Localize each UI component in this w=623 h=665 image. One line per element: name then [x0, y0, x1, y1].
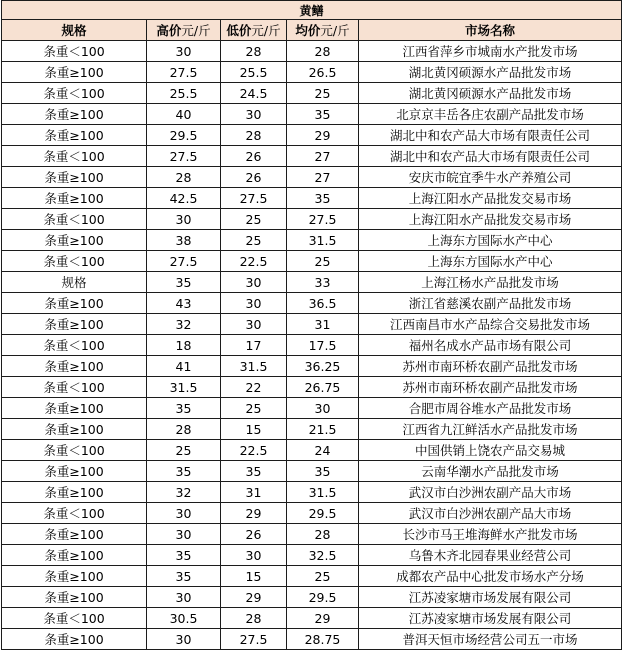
cell-low-price: 35 — [221, 461, 287, 482]
cell-market-name: 上海江阳水产品批发交易市场 — [359, 209, 622, 230]
header-high — [147, 20, 221, 41]
cell-high-price: 42.5 — [147, 188, 221, 209]
cell-spec: 条重≥100 — [2, 104, 147, 125]
cell-low-price: 27.5 — [221, 188, 287, 209]
table-row — [2, 209, 622, 230]
cell-high-price: 29.5 — [147, 125, 221, 146]
cell-market-name: 云南华潮水产品批发市场 — [359, 461, 622, 482]
table-row — [2, 230, 622, 251]
table-row — [2, 41, 622, 62]
cell-avg-price: 31 — [287, 314, 359, 335]
cell-spec: 条重＜100 — [2, 440, 147, 461]
cell-avg-price: 27 — [287, 146, 359, 167]
cell-market-name: 苏州市南环桥农副产品批发市场 — [359, 356, 622, 377]
cell-spec: 条重≥100 — [2, 293, 147, 314]
cell-market-name: 长沙市马王堆海鲜水产批发市场 — [359, 524, 622, 545]
cell-avg-price: 28.75 — [287, 629, 359, 650]
cell-high-price: 35 — [147, 545, 221, 566]
cell-market-name: 北京京丰岳各庄农副产品批发市场 — [359, 104, 622, 125]
cell-high-price: 30.5 — [147, 608, 221, 629]
cell-market-name: 湖北中和农产品大市场有限责任公司 — [359, 125, 622, 146]
table-row — [2, 104, 622, 125]
cell-high-price: 18 — [147, 335, 221, 356]
cell-spec: 条重≥100 — [2, 419, 147, 440]
table-row — [2, 482, 622, 503]
cell-market-name: 湖北黄冈硕源水产品批发市场 — [359, 62, 622, 83]
cell-avg-price: 36.5 — [287, 293, 359, 314]
cell-avg-price: 24 — [287, 440, 359, 461]
cell-high-price: 32 — [147, 314, 221, 335]
cell-high-price: 30 — [147, 524, 221, 545]
cell-spec: 条重≥100 — [2, 398, 147, 419]
cell-market-name: 上海江阳水产品批发交易市场 — [359, 188, 622, 209]
cell-avg-price: 25 — [287, 251, 359, 272]
cell-spec: 条重≥100 — [2, 461, 147, 482]
cell-low-price: 30 — [221, 314, 287, 335]
cell-spec: 条重≥100 — [2, 482, 147, 503]
cell-avg-price: 35 — [287, 104, 359, 125]
table-row — [2, 272, 622, 293]
header-low-label: 低价 — [226, 23, 252, 38]
cell-avg-price: 30 — [287, 398, 359, 419]
table-row — [2, 440, 622, 461]
header-high-unit: 元/斤 — [181, 23, 211, 38]
cell-spec: 条重≥100 — [2, 545, 147, 566]
cell-market-name: 江西南昌市水产品综合交易批发市场 — [359, 314, 622, 335]
cell-spec: 条重≥100 — [2, 125, 147, 146]
cell-spec: 条重≥100 — [2, 167, 147, 188]
cell-high-price: 30 — [147, 587, 221, 608]
table-row — [2, 293, 622, 314]
cell-spec: 条重＜100 — [2, 41, 147, 62]
cell-low-price: 31.5 — [221, 356, 287, 377]
cell-high-price: 27.5 — [147, 251, 221, 272]
cell-low-price: 26 — [221, 167, 287, 188]
cell-avg-price: 29.5 — [287, 587, 359, 608]
cell-avg-price: 28 — [287, 524, 359, 545]
cell-market-name: 江西省萍乡市城南水产批发市场 — [359, 41, 622, 62]
header-avg-unit: 元/斤 — [320, 23, 350, 38]
cell-spec: 条重＜100 — [2, 503, 147, 524]
cell-high-price: 32 — [147, 482, 221, 503]
cell-market-name: 乌鲁木齐北园春果业经营公司 — [359, 545, 622, 566]
cell-market-name: 成都农产品中心批发市场水产分场 — [359, 566, 622, 587]
cell-market-name: 中国供销上饶农产品交易城 — [359, 440, 622, 461]
cell-spec: 条重≥100 — [2, 356, 147, 377]
cell-market-name: 苏州市南环桥农副产品批发市场 — [359, 377, 622, 398]
cell-high-price: 28 — [147, 419, 221, 440]
cell-spec: 条重≥100 — [2, 629, 147, 650]
cell-high-price: 30 — [147, 41, 221, 62]
cell-avg-price: 33 — [287, 272, 359, 293]
table-row — [2, 608, 622, 629]
cell-low-price: 30 — [221, 104, 287, 125]
table-row — [2, 356, 622, 377]
cell-market-name: 上海东方国际水产中心 — [359, 230, 622, 251]
cell-market-name: 江苏凌家塘市场发展有限公司 — [359, 608, 622, 629]
cell-spec: 条重＜100 — [2, 335, 147, 356]
cell-low-price: 26 — [221, 146, 287, 167]
cell-high-price: 40 — [147, 104, 221, 125]
cell-spec: 条重＜100 — [2, 209, 147, 230]
table-row — [2, 146, 622, 167]
cell-spec: 条重≥100 — [2, 566, 147, 587]
table-row — [2, 587, 622, 608]
cell-spec: 条重≥100 — [2, 62, 147, 83]
cell-low-price: 22.5 — [221, 251, 287, 272]
cell-high-price: 35 — [147, 461, 221, 482]
cell-high-price: 30 — [147, 629, 221, 650]
cell-high-price: 30 — [147, 209, 221, 230]
cell-spec: 条重≥100 — [2, 230, 147, 251]
header-avg — [287, 20, 359, 41]
cell-high-price: 43 — [147, 293, 221, 314]
cell-low-price: 22 — [221, 377, 287, 398]
cell-avg-price: 35 — [287, 188, 359, 209]
cell-low-price: 29 — [221, 503, 287, 524]
table-row — [2, 629, 622, 650]
table-row — [2, 419, 622, 440]
cell-low-price: 15 — [221, 419, 287, 440]
cell-low-price: 25 — [221, 398, 287, 419]
cell-high-price: 31.5 — [147, 377, 221, 398]
table-row — [2, 125, 622, 146]
cell-market-name: 湖北黄冈硕源水产品批发市场 — [359, 83, 622, 104]
cell-market-name: 福州名成水产品市场有限公司 — [359, 335, 622, 356]
cell-low-price: 30 — [221, 293, 287, 314]
table-row — [2, 314, 622, 335]
cell-avg-price: 27.5 — [287, 209, 359, 230]
cell-low-price: 25 — [221, 230, 287, 251]
cell-avg-price: 29 — [287, 125, 359, 146]
header-row — [2, 20, 622, 41]
cell-spec: 条重＜100 — [2, 146, 147, 167]
table-row — [2, 503, 622, 524]
cell-avg-price: 31.5 — [287, 230, 359, 251]
cell-market-name: 武汉市白沙洲农副产品大市场 — [359, 503, 622, 524]
table-row — [2, 377, 622, 398]
cell-spec: 条重＜100 — [2, 377, 147, 398]
cell-market-name: 普洱天恒市场经营公司五一市场 — [359, 629, 622, 650]
cell-high-price: 28 — [147, 167, 221, 188]
cell-avg-price: 31.5 — [287, 482, 359, 503]
cell-low-price: 27.5 — [221, 629, 287, 650]
cell-avg-price: 25 — [287, 566, 359, 587]
cell-market-name: 浙江省慈溪农副产品批发市场 — [359, 293, 622, 314]
cell-avg-price: 29.5 — [287, 503, 359, 524]
cell-avg-price: 21.5 — [287, 419, 359, 440]
cell-high-price: 27.5 — [147, 146, 221, 167]
cell-avg-price: 36.25 — [287, 356, 359, 377]
cell-low-price: 30 — [221, 545, 287, 566]
cell-spec: 条重≥100 — [2, 524, 147, 545]
cell-high-price: 35 — [147, 272, 221, 293]
cell-low-price: 15 — [221, 566, 287, 587]
cell-low-price: 28 — [221, 608, 287, 629]
cell-high-price: 35 — [147, 566, 221, 587]
cell-market-name: 湖北中和农产品大市场有限责任公司 — [359, 146, 622, 167]
table-body — [2, 41, 622, 650]
cell-low-price: 25 — [221, 209, 287, 230]
cell-low-price: 31 — [221, 482, 287, 503]
header-low — [221, 20, 287, 41]
table-row — [2, 251, 622, 272]
cell-spec: 条重＜100 — [2, 251, 147, 272]
table-row — [2, 398, 622, 419]
cell-spec: 规格 — [2, 272, 147, 293]
table-row — [2, 167, 622, 188]
table-row — [2, 188, 622, 209]
cell-market-name: 江西省九江鲜活水产品批发市场 — [359, 419, 622, 440]
cell-low-price: 30 — [221, 272, 287, 293]
cell-low-price: 25.5 — [221, 62, 287, 83]
cell-market-name: 江苏凌家塘市场发展有限公司 — [359, 587, 622, 608]
header-avg-label: 均价 — [295, 23, 321, 38]
cell-avg-price: 26.75 — [287, 377, 359, 398]
cell-low-price: 17 — [221, 335, 287, 356]
header-spec — [2, 20, 147, 41]
cell-spec: 条重＜100 — [2, 83, 147, 104]
cell-market-name: 合肥市周谷堆水产品批发市场 — [359, 398, 622, 419]
title-row — [2, 1, 622, 20]
price-table-sheet — [1, 0, 621, 650]
cell-avg-price: 26.5 — [287, 62, 359, 83]
cell-low-price: 24.5 — [221, 83, 287, 104]
header-low-unit: 元/斤 — [251, 23, 281, 38]
cell-market-name: 安庆市皖宜季牛水产养殖公司 — [359, 167, 622, 188]
table-row — [2, 566, 622, 587]
cell-low-price: 26 — [221, 524, 287, 545]
cell-low-price: 28 — [221, 41, 287, 62]
cell-low-price: 29 — [221, 587, 287, 608]
cell-high-price: 38 — [147, 230, 221, 251]
cell-avg-price: 25 — [287, 83, 359, 104]
cell-market-name: 上海东方国际水产中心 — [359, 251, 622, 272]
header-spec-label: 规格 — [61, 23, 87, 38]
cell-avg-price: 27 — [287, 167, 359, 188]
cell-high-price: 35 — [147, 398, 221, 419]
price-table — [1, 0, 622, 650]
header-market — [359, 20, 622, 41]
header-market-label: 市场名称 — [465, 23, 516, 38]
cell-low-price: 28 — [221, 125, 287, 146]
cell-spec: 条重＜100 — [2, 608, 147, 629]
cell-high-price: 27.5 — [147, 62, 221, 83]
table-row — [2, 62, 622, 83]
table-row — [2, 83, 622, 104]
table-title: 黄鳝 — [2, 1, 622, 20]
cell-high-price: 41 — [147, 356, 221, 377]
cell-avg-price: 28 — [287, 41, 359, 62]
table-row — [2, 461, 622, 482]
cell-spec: 条重≥100 — [2, 587, 147, 608]
cell-avg-price: 29 — [287, 608, 359, 629]
cell-market-name: 上海江杨水产品批发市场 — [359, 272, 622, 293]
table-row — [2, 524, 622, 545]
table-row — [2, 335, 622, 356]
table-row — [2, 545, 622, 566]
cell-avg-price: 35 — [287, 461, 359, 482]
cell-spec: 条重≥100 — [2, 188, 147, 209]
cell-high-price: 25 — [147, 440, 221, 461]
header-high-label: 高价 — [156, 23, 182, 38]
cell-avg-price: 32.5 — [287, 545, 359, 566]
cell-market-name: 武汉市白沙洲农副产品大市场 — [359, 482, 622, 503]
cell-spec: 条重≥100 — [2, 314, 147, 335]
cell-low-price: 22.5 — [221, 440, 287, 461]
cell-avg-price: 17.5 — [287, 335, 359, 356]
cell-high-price: 25.5 — [147, 83, 221, 104]
cell-high-price: 30 — [147, 503, 221, 524]
